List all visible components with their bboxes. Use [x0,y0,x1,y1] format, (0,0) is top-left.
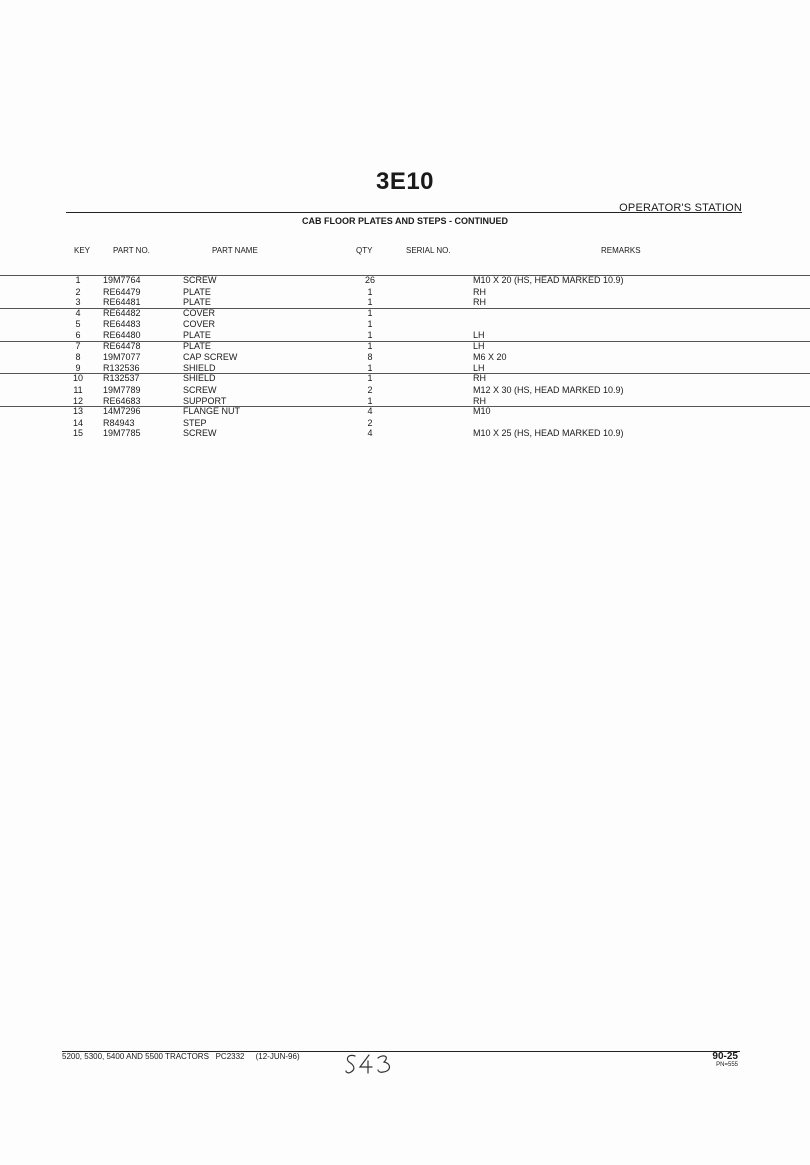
key-cell: 7 [75,340,81,351]
table-row [0,406,810,418]
table-row [0,363,810,374]
part-no-cell: 19M7077 [103,352,141,363]
qty-cell: 1 [367,297,373,308]
remarks-cell: M10 [473,406,491,417]
key-cell: 6 [75,329,81,340]
part-name-cell: COVER [183,319,216,330]
group-subtitle: CAB FLOOR PLATES AND STEPS - CONTINUED [301,216,508,226]
part-no-cell: R132536 [103,362,140,373]
part-no-cell: RE64478 [103,340,141,351]
part-no-cell: R84943 [103,417,135,428]
qty-cell: 4 [367,406,373,417]
key-cell: 3 [75,297,81,308]
table-row [0,319,810,330]
key-cell: 14 [72,417,83,428]
part-name-cell: SCREW [183,428,217,439]
table-row [0,352,810,363]
table-row [0,341,810,353]
part-no-cell: RE64480 [103,329,141,340]
remarks-cell: LH [473,362,485,373]
remarks-cell: M6 X 20 [473,352,507,363]
part-name-cell: SHIELD [183,373,216,384]
key-cell: 11 [73,384,83,395]
handwritten-page-note [343,1052,403,1076]
column-header-part-no: PART NO. [113,246,150,255]
column-header-key: KEY [74,246,91,255]
footer-publication: 5200, 5300, 5400 AND 5500 TRACTORS PC2332 (12-JUN-96) [62,1052,300,1061]
table-row [0,297,810,308]
qty-cell: 1 [367,329,373,340]
part-no-cell: RE64483 [103,319,141,330]
remarks-cell: RH [473,286,486,297]
table-row [0,373,810,385]
key-cell: 12 [72,395,83,406]
part-no-cell: R132537 [103,373,140,384]
part-name-cell: SCREW [183,275,217,285]
part-name-cell: FLANGE NUT [183,406,241,417]
key-cell: 4 [75,307,81,318]
part-name-cell: COVER [183,307,216,318]
remarks-cell: M10 X 25 (HS, HEAD MARKED 10.9) [473,428,624,439]
part-name-cell: PLATE [183,340,211,351]
remarks-cell: RH [473,297,486,308]
table-row [0,385,810,396]
table-row [0,418,810,429]
remarks-cell: M10 X 20 (HS, HEAD MARKED 10.9) [473,275,624,285]
part-no-cell: 19M7785 [103,428,141,439]
table-row [0,396,810,407]
key-cell: 8 [75,352,81,363]
footer-pn: PN=555 [716,1062,738,1068]
part-no-cell: RE64683 [103,395,141,406]
qty-cell: 4 [367,428,373,439]
remarks-cell: RH [473,395,486,406]
part-no-cell: RE64481 [103,297,141,308]
key-cell: 9 [75,362,81,373]
table-row [0,287,810,298]
footer-page-number: 90-25 [712,1051,738,1062]
key-cell: 1 [75,275,81,285]
key-cell: 5 [75,319,81,330]
column-header-remarks: REMARKS [601,246,641,255]
key-cell: 15 [72,428,83,439]
part-no-cell: 19M7764 [103,275,141,285]
qty-cell: 1 [367,319,373,330]
key-cell: 13 [72,406,83,417]
column-header-part-name: PART NAME [212,246,258,255]
part-name-cell: SHIELD [183,362,216,373]
part-no-cell: 19M7789 [103,384,141,395]
key-cell: 2 [75,286,81,297]
part-name-cell: SUPPORT [183,395,227,406]
qty-cell: 8 [367,352,373,363]
part-no-cell: RE64479 [103,286,141,297]
part-no-cell: 14M7296 [103,406,141,417]
qty-cell: 1 [367,340,373,351]
qty-cell: 26 [364,275,375,285]
qty-cell: 1 [367,286,373,297]
qty-cell: 1 [367,395,373,406]
parts-table [0,275,810,439]
column-header-serial-no: SERIAL NO. [406,246,451,255]
qty-cell: 2 [367,417,373,428]
page-title: 3E10 [375,168,435,195]
part-name-cell: PLATE [183,297,211,308]
part-name-cell: CAP SCREW [183,352,238,363]
part-name-cell: PLATE [183,286,211,297]
remarks-cell: LH [473,329,485,340]
part-name-cell: SCREW [183,384,217,395]
key-cell: 10 [72,373,83,384]
table-row [0,428,810,439]
column-header-qty: QTY [356,246,373,255]
part-name-cell: STEP [183,417,207,428]
qty-cell: 2 [367,384,373,395]
remarks-cell: M12 X 30 (HS, HEAD MARKED 10.9) [473,384,624,395]
remarks-cell: LH [473,340,485,351]
table-row [0,275,810,287]
part-name-cell: PLATE [183,329,211,340]
qty-cell: 1 [367,362,373,373]
qty-cell: 1 [367,307,373,318]
qty-cell: 1 [367,373,373,384]
part-no-cell: RE64482 [103,307,141,318]
table-row [0,330,810,341]
remarks-cell: RH [473,373,486,384]
table-row [0,308,810,320]
section-title: OPERATOR'S STATION [619,202,742,214]
